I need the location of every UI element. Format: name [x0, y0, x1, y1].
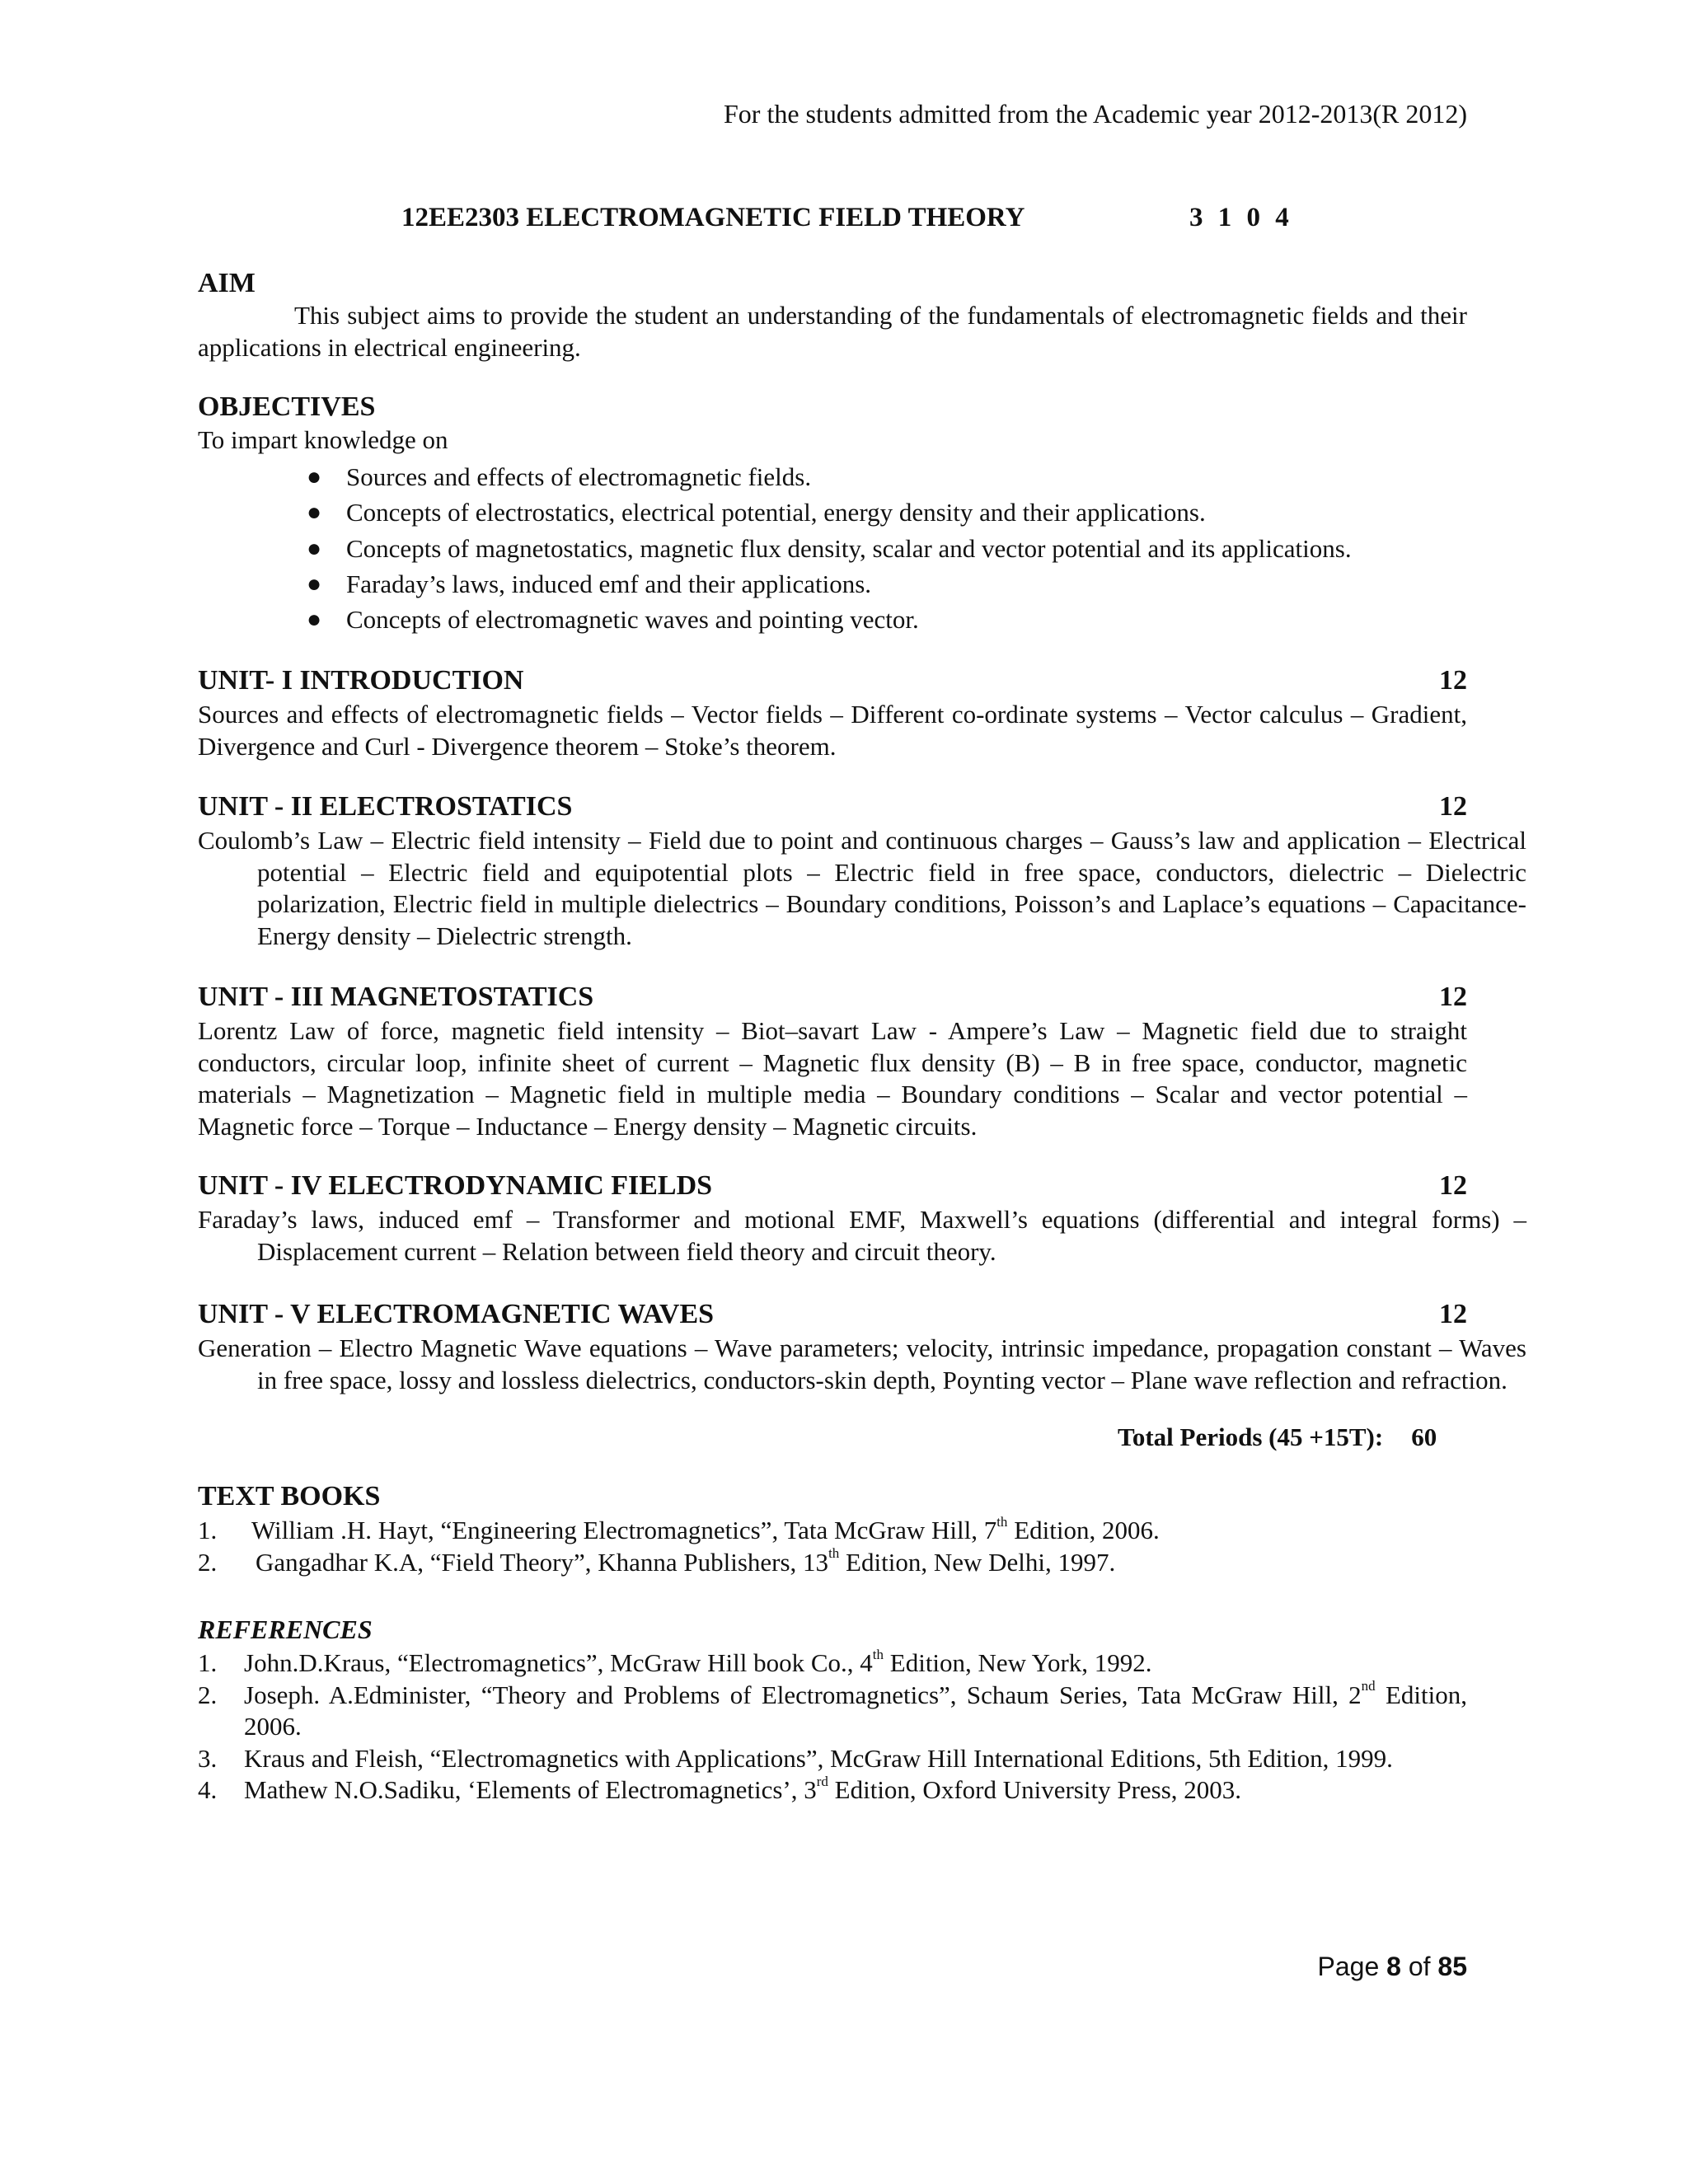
unit-periods: 12: [1439, 791, 1467, 822]
list-item: 4. Mathew N.O.Sadiku, ‘Elements of Electromagnetics’, 3rd Edition, Oxford University Press, 2003.: [198, 1773, 1242, 1804]
total-periods: [1118, 1421, 1437, 1454]
list-item: 1. John.D.Kraus, “Electromagnetics”, McGraw Hill book Co., 4th Edition, New York, 1992.: [198, 1646, 1152, 1677]
unit-4-content: Faraday’s laws, induced emf – Transformer and motional EMF, Maxwell’s equations (differential and integral forms) – Displacement current – Relation between field theory and circuit theory.: [198, 1205, 1526, 1266]
aim-text: This subject aims to provide the student an understanding of the fundamentals of electromagnetic fields and their applications in electrical engineering.: [198, 301, 1467, 362]
unit-5-content: Generation – Electro Magnetic Wave equations – Wave parameters; velocity, intrinsic impedance, propagation constant – Waves in free space, lossy and lossless dielectrics, conductors-skin depth, Poynting vector – Plane wave reflection and refraction.: [198, 1333, 1526, 1394]
unit-2-content: Coulomb’s Law – Electric field intensity – Field due to point and continuous charges – Gauss’s law and application – Electrical potential – Electric field and equipotential plots – Electric field in free space, conductors, dielectric – Dielectric polarization, Electric field in multiple dielectrics – Boundary conditions, Poisson’s and Laplace’s equations – Capacitance-Energy density – Dielectric strength.: [198, 826, 1526, 950]
unit-periods: 12: [1439, 982, 1467, 1012]
text-books-list: [198, 1515, 1467, 1578]
unit-1-heading: [198, 663, 1467, 699]
total-periods-value: 60: [1411, 1422, 1437, 1451]
bullet-icon: ●: [307, 534, 322, 562]
bullet-icon: ●: [307, 499, 322, 527]
objectives-list: [307, 459, 1352, 637]
unit-3-content: Lorentz Law of force, magnetic field intensity – Biot–savart Law - Ampere’s Law – Magnetic field due to straight conductors, circular loop, infinite sheet of current – Magnetic flux density (B) – B in free space, conductor, magnetic materials – Magnetization – Magnetic field in multiple media – Boundary conditions – Scalar and vector potential – Magnetic force – Torque – Inductance – Energy density – Magnetic circuits.: [198, 1016, 1467, 1141]
unit-periods: 12: [1439, 1299, 1467, 1329]
references-list: [198, 1647, 1467, 1807]
unit-title: UNIT - IV ELECTRODYNAMIC FIELDS: [198, 1170, 713, 1201]
unit-5-heading: [198, 1296, 1467, 1333]
unit-1-content: Sources and effects of electromagnetic fields – Vector fields – Different co-ordinate systems – Vector calculus – Gradient, Divergence and Curl - Divergence theorem – Stoke’s theorem.: [198, 700, 1467, 761]
current-page: 8: [1386, 1952, 1401, 1981]
list-item: 3. Kraus and Fleish, “Electromagnetics with Applications”, McGraw Hill International Editions, 5th Edition, 1999.: [198, 1743, 1393, 1773]
text-books-heading: TEXT BOOKS: [198, 1481, 381, 1511]
aim-heading: AIM: [198, 268, 256, 298]
total-periods-label: Total Periods (45 +15T):: [1118, 1422, 1384, 1451]
list-item: ● Faraday’s laws, induced emf and their applications.: [346, 566, 1352, 602]
list-item: ● Concepts of electrostatics, electrical potential, energy density and their applications.: [346, 494, 1352, 530]
unit-4-heading: [198, 1168, 1467, 1204]
objectives-intro: To impart knowledge on: [198, 425, 448, 454]
bullet-icon: ●: [307, 606, 322, 634]
page-number: Page 8 of 85: [1317, 1952, 1467, 1981]
unit-2-heading: [198, 789, 1467, 825]
unit-title: UNIT - III MAGNETOSTATICS: [198, 982, 594, 1012]
unit-title: UNIT - V ELECTROMAGNETIC WAVES: [198, 1299, 715, 1329]
unit-periods: 12: [1439, 665, 1467, 696]
header-note: For the students admitted from the Academic year 2012-2013(R 2012): [723, 99, 1467, 129]
list-item: 2. Gangadhar K.A, “Field Theory”, Khanna Publishers, 13th Edition, New Delhi, 1997.: [198, 1545, 1116, 1577]
objectives-heading: OBJECTIVES: [198, 391, 376, 422]
list-item: 1. William .H. Hayt, “Engineering Electromagnetics”, Tata McGraw Hill, 7th Edition, 2006.: [198, 1513, 1160, 1544]
total-pages: 85: [1437, 1952, 1467, 1981]
list-item: ● Concepts of magnetostatics, magnetic flux density, scalar and vector potential and its applications.: [346, 531, 1352, 566]
course-credits: 3 1 0 4: [1189, 203, 1293, 232]
references-heading: REFERENCES: [198, 1615, 373, 1644]
unit-title: UNIT - II ELECTROSTATICS: [198, 791, 573, 822]
unit-periods: 12: [1439, 1170, 1467, 1201]
course-title: 12EE2303 ELECTROMAGNETIC FIELD THEORY: [401, 203, 1025, 232]
bullet-icon: ●: [307, 569, 322, 598]
bullet-icon: ●: [307, 463, 322, 490]
unit-title: UNIT- I INTRODUCTION: [198, 665, 524, 696]
list-item: 2. Joseph. A.Edminister, “Theory and Problems of Electromagnetics”, Schaum Series, Tata McGraw Hill, 2nd Edition, 2006.: [198, 1678, 1467, 1741]
list-item: ● Sources and effects of electromagnetic fields.: [346, 459, 1352, 494]
list-item: ● Concepts of electromagnetic waves and pointing vector.: [346, 602, 1352, 637]
unit-3-heading: [198, 979, 1467, 1015]
